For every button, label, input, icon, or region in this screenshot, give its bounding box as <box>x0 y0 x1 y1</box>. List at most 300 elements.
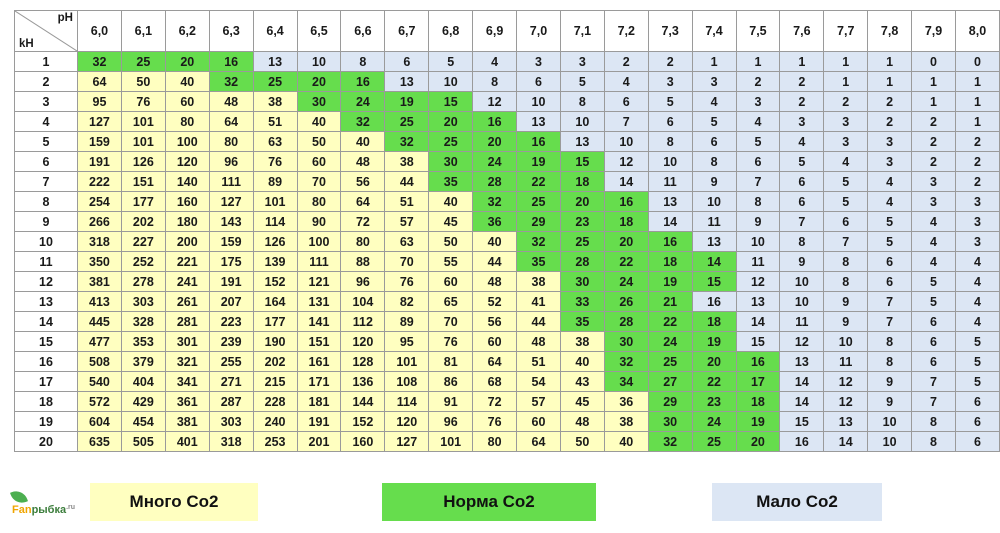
co2-value-cell: 2 <box>648 52 692 72</box>
co2-value-cell: 572 <box>78 392 122 412</box>
co2-value-cell: 48 <box>341 152 385 172</box>
co2-value-cell: 254 <box>78 192 122 212</box>
co2-value-cell: 1 <box>912 72 956 92</box>
co2-value-cell: 11 <box>736 252 780 272</box>
co2-value-cell: 10 <box>868 432 912 452</box>
co2-value-cell: 3 <box>824 112 868 132</box>
co2-value-cell: 7 <box>912 372 956 392</box>
co2-value-cell: 161 <box>297 352 341 372</box>
co2-value-cell: 120 <box>165 152 209 172</box>
co2-value-cell: 6 <box>780 192 824 212</box>
logo-text-part3: .ru <box>66 504 76 511</box>
co2-value-cell: 40 <box>560 352 604 372</box>
co2-value-cell: 101 <box>253 192 297 212</box>
table-row <box>15 212 1000 232</box>
kh-axis-label: kH <box>19 38 34 50</box>
table-row <box>15 92 1000 112</box>
table-row <box>15 352 1000 372</box>
co2-value-cell: 2 <box>868 92 912 112</box>
co2-value-cell: 76 <box>253 152 297 172</box>
co2-value-cell: 38 <box>253 92 297 112</box>
co2-value-cell: 70 <box>385 252 429 272</box>
co2-value-cell: 10 <box>604 132 648 152</box>
co2-value-cell: 7 <box>824 232 868 252</box>
co2-value-cell: 30 <box>648 412 692 432</box>
co2-value-cell: 14 <box>692 252 736 272</box>
co2-value-cell: 63 <box>385 232 429 252</box>
co2-value-cell: 222 <box>78 172 122 192</box>
co2-value-cell: 15 <box>692 272 736 292</box>
co2-value-cell: 48 <box>473 272 517 292</box>
co2-value-cell: 22 <box>692 372 736 392</box>
row-header-kh: 1 <box>15 52 78 72</box>
co2-value-cell: 35 <box>517 252 561 272</box>
column-header-ph: 7,6 <box>780 11 824 52</box>
co2-value-cell: 48 <box>209 92 253 112</box>
co2-value-cell: 3 <box>517 52 561 72</box>
co2-value-cell: 40 <box>473 232 517 252</box>
co2-value-cell: 45 <box>429 212 473 232</box>
co2-value-cell: 33 <box>560 292 604 312</box>
co2-value-cell: 21 <box>648 292 692 312</box>
table-row <box>15 392 1000 412</box>
co2-value-cell: 127 <box>385 432 429 452</box>
column-header-ph: 7,3 <box>648 11 692 52</box>
co2-value-cell: 3 <box>736 92 780 112</box>
co2-value-cell: 27 <box>648 372 692 392</box>
row-header-kh: 3 <box>15 92 78 112</box>
co2-value-cell: 20 <box>604 232 648 252</box>
co2-value-cell: 318 <box>78 232 122 252</box>
co2-value-cell: 266 <box>78 212 122 232</box>
co2-value-cell: 4 <box>955 312 999 332</box>
co2-value-cell: 13 <box>736 292 780 312</box>
co2-value-cell: 13 <box>253 52 297 72</box>
co2-value-cell: 18 <box>560 172 604 192</box>
co2-value-cell: 8 <box>780 232 824 252</box>
co2-value-cell: 96 <box>341 272 385 292</box>
co2-value-cell: 9 <box>736 212 780 232</box>
co2-value-cell: 445 <box>78 312 122 332</box>
co2-value-cell: 252 <box>121 252 165 272</box>
column-header-ph: 6,8 <box>429 11 473 52</box>
co2-value-cell: 321 <box>165 352 209 372</box>
co2-value-cell: 143 <box>209 212 253 232</box>
co2-value-cell: 88 <box>341 252 385 272</box>
table-row <box>15 332 1000 352</box>
co2-value-cell: 15 <box>560 152 604 172</box>
co2-value-cell: 57 <box>385 212 429 232</box>
co2-value-cell: 353 <box>121 332 165 352</box>
co2-value-cell: 32 <box>78 52 122 72</box>
co2-value-cell: 12 <box>780 332 824 352</box>
co2-value-cell: 3 <box>648 72 692 92</box>
column-header-ph: 7,8 <box>868 11 912 52</box>
co2-value-cell: 152 <box>253 272 297 292</box>
co2-value-cell: 401 <box>165 432 209 452</box>
co2-value-cell: 2 <box>780 92 824 112</box>
table-body <box>15 52 1000 452</box>
co2-value-cell: 6 <box>868 252 912 272</box>
column-header-ph: 8,0 <box>955 11 999 52</box>
co2-value-cell: 180 <box>165 212 209 232</box>
co2-value-cell: 112 <box>341 312 385 332</box>
co2-value-cell: 34 <box>604 372 648 392</box>
co2-value-cell: 96 <box>209 152 253 172</box>
co2-value-cell: 24 <box>473 152 517 172</box>
co2-value-cell: 127 <box>78 112 122 132</box>
co2-value-cell: 76 <box>121 92 165 112</box>
co2-value-cell: 4 <box>912 252 956 272</box>
co2-value-cell: 1 <box>824 72 868 92</box>
co2-value-cell: 177 <box>121 192 165 212</box>
co2-value-cell: 301 <box>165 332 209 352</box>
co2-value-cell: 3 <box>560 52 604 72</box>
co2-value-cell: 8 <box>736 192 780 212</box>
co2-value-cell: 10 <box>297 52 341 72</box>
co2-value-cell: 6 <box>736 152 780 172</box>
co2-value-cell: 51 <box>253 112 297 132</box>
column-header-ph: 6,0 <box>78 11 122 52</box>
co2-value-cell: 1 <box>780 52 824 72</box>
axis-corner-cell <box>15 11 78 52</box>
co2-value-cell: 16 <box>780 432 824 452</box>
co2-value-cell: 190 <box>253 332 297 352</box>
row-header-kh: 12 <box>15 272 78 292</box>
co2-value-cell: 64 <box>78 72 122 92</box>
co2-value-cell: 381 <box>165 412 209 432</box>
co2-value-cell: 11 <box>780 312 824 332</box>
co2-value-cell: 1 <box>868 72 912 92</box>
co2-value-cell: 7 <box>912 392 956 412</box>
co2-value-cell: 152 <box>341 412 385 432</box>
co2-value-cell: 303 <box>209 412 253 432</box>
co2-value-cell: 171 <box>297 372 341 392</box>
co2-value-cell: 101 <box>121 112 165 132</box>
row-header-kh: 7 <box>15 172 78 192</box>
co2-value-cell: 76 <box>385 272 429 292</box>
co2-value-cell: 120 <box>341 332 385 352</box>
co2-value-cell: 111 <box>209 172 253 192</box>
co2-value-cell: 202 <box>253 352 297 372</box>
column-header-ph: 6,3 <box>209 11 253 52</box>
ph-axis-label: pH <box>57 12 73 24</box>
co2-value-cell: 26 <box>604 292 648 312</box>
column-header-ph: 6,2 <box>165 11 209 52</box>
co2-value-cell: 80 <box>297 192 341 212</box>
co2-value-cell: 65 <box>429 292 473 312</box>
co2-value-cell: 48 <box>517 332 561 352</box>
co2-value-cell: 76 <box>429 332 473 352</box>
co2-value-cell: 0 <box>955 52 999 72</box>
co2-value-cell: 51 <box>385 192 429 212</box>
row-header-kh: 11 <box>15 252 78 272</box>
co2-value-cell: 10 <box>517 92 561 112</box>
row-header-kh: 5 <box>15 132 78 152</box>
co2-value-cell: 303 <box>121 292 165 312</box>
co2-value-cell: 350 <box>78 252 122 272</box>
co2-value-cell: 101 <box>429 432 473 452</box>
co2-value-cell: 191 <box>209 272 253 292</box>
table-row <box>15 312 1000 332</box>
co2-value-cell: 227 <box>121 232 165 252</box>
co2-value-cell: 10 <box>824 332 868 352</box>
co2-value-cell: 44 <box>473 252 517 272</box>
co2-value-cell: 4 <box>912 232 956 252</box>
co2-value-cell: 175 <box>209 252 253 272</box>
co2-value-cell: 7 <box>868 312 912 332</box>
co2-value-cell: 32 <box>517 232 561 252</box>
co2-value-cell: 3 <box>824 132 868 152</box>
row-header-kh: 14 <box>15 312 78 332</box>
co2-value-cell: 13 <box>560 132 604 152</box>
co2-value-cell: 207 <box>209 292 253 312</box>
co2-value-cell: 379 <box>121 352 165 372</box>
co2-value-cell: 50 <box>560 432 604 452</box>
co2-value-cell: 4 <box>824 152 868 172</box>
co2-value-cell: 2 <box>912 152 956 172</box>
co2-value-cell: 55 <box>429 252 473 272</box>
column-header-ph: 7,9 <box>912 11 956 52</box>
co2-value-cell: 114 <box>385 392 429 412</box>
co2-value-cell: 131 <box>297 292 341 312</box>
co2-value-cell: 1 <box>868 52 912 72</box>
co2-value-cell: 454 <box>121 412 165 432</box>
co2-value-cell: 32 <box>209 72 253 92</box>
co2-value-cell: 3 <box>780 112 824 132</box>
co2-value-cell: 40 <box>429 192 473 212</box>
co2-value-cell: 7 <box>604 112 648 132</box>
co2-value-cell: 15 <box>736 332 780 352</box>
co2-value-cell: 3 <box>955 192 999 212</box>
co2-value-cell: 35 <box>560 312 604 332</box>
co2-value-cell: 2 <box>604 52 648 72</box>
co2-value-cell: 25 <box>385 112 429 132</box>
co2-value-cell: 239 <box>209 332 253 352</box>
co2-value-cell: 1 <box>955 92 999 112</box>
co2-value-cell: 19 <box>385 92 429 112</box>
co2-value-cell: 72 <box>473 392 517 412</box>
co2-value-cell: 80 <box>209 132 253 152</box>
co2-value-cell: 328 <box>121 312 165 332</box>
co2-value-cell: 89 <box>253 172 297 192</box>
co2-value-cell: 20 <box>560 192 604 212</box>
co2-value-cell: 508 <box>78 352 122 372</box>
co2-value-cell: 5 <box>868 212 912 232</box>
co2-value-cell: 25 <box>517 192 561 212</box>
row-header-kh: 16 <box>15 352 78 372</box>
co2-value-cell: 30 <box>560 272 604 292</box>
co2-value-cell: 191 <box>297 412 341 432</box>
row-header-kh: 8 <box>15 192 78 212</box>
co2-value-cell: 6 <box>692 132 736 152</box>
co2-value-cell: 25 <box>121 52 165 72</box>
co2-value-cell: 54 <box>517 372 561 392</box>
co2-value-cell: 90 <box>297 212 341 232</box>
co2-value-cell: 9 <box>868 372 912 392</box>
co2-value-cell: 114 <box>253 212 297 232</box>
column-header-ph: 7,4 <box>692 11 736 52</box>
co2-heatmap-table <box>14 10 1000 452</box>
co2-value-cell: 40 <box>165 72 209 92</box>
co2-value-cell: 30 <box>297 92 341 112</box>
co2-value-cell: 51 <box>517 352 561 372</box>
co2-value-cell: 60 <box>429 272 473 292</box>
co2-value-cell: 223 <box>209 312 253 332</box>
site-logo <box>12 490 86 520</box>
co2-value-cell: 14 <box>824 432 868 452</box>
co2-value-cell: 10 <box>560 112 604 132</box>
co2-value-cell: 13 <box>517 112 561 132</box>
co2-value-cell: 18 <box>736 392 780 412</box>
co2-value-cell: 95 <box>385 332 429 352</box>
co2-value-cell: 108 <box>385 372 429 392</box>
legend-item-low-co2: Мало Со2 <box>712 483 882 521</box>
co2-value-cell: 1 <box>736 52 780 72</box>
co2-value-cell: 228 <box>253 392 297 412</box>
co2-value-cell: 1 <box>912 92 956 112</box>
co2-value-cell: 6 <box>955 412 999 432</box>
co2-value-cell: 12 <box>824 372 868 392</box>
co2-value-cell: 191 <box>78 152 122 172</box>
co2-value-cell: 80 <box>473 432 517 452</box>
co2-value-cell: 50 <box>121 72 165 92</box>
co2-value-cell: 1 <box>955 72 999 92</box>
co2-value-cell: 20 <box>297 72 341 92</box>
column-header-ph: 6,1 <box>121 11 165 52</box>
co2-value-cell: 104 <box>341 292 385 312</box>
co2-value-cell: 6 <box>780 172 824 192</box>
co2-value-cell: 30 <box>604 332 648 352</box>
row-header-kh: 10 <box>15 232 78 252</box>
co2-value-cell: 16 <box>604 192 648 212</box>
co2-value-cell: 6 <box>912 352 956 372</box>
co2-value-cell: 4 <box>604 72 648 92</box>
column-header-ph: 6,6 <box>341 11 385 52</box>
co2-value-cell: 56 <box>341 172 385 192</box>
co2-value-cell: 2 <box>868 112 912 132</box>
co2-value-cell: 8 <box>912 412 956 432</box>
co2-value-cell: 540 <box>78 372 122 392</box>
co2-value-cell: 17 <box>736 372 780 392</box>
co2-value-cell: 1 <box>824 52 868 72</box>
co2-value-cell: 19 <box>648 272 692 292</box>
co2-value-cell: 24 <box>648 332 692 352</box>
table-row <box>15 272 1000 292</box>
co2-value-cell: 8 <box>560 92 604 112</box>
co2-value-cell: 7 <box>868 292 912 312</box>
co2-value-cell: 13 <box>780 352 824 372</box>
co2-value-cell: 28 <box>473 172 517 192</box>
co2-value-cell: 25 <box>648 352 692 372</box>
row-header-kh: 6 <box>15 152 78 172</box>
co2-value-cell: 64 <box>517 432 561 452</box>
co2-value-cell: 4 <box>692 92 736 112</box>
co2-value-cell: 40 <box>297 112 341 132</box>
co2-value-cell: 635 <box>78 432 122 452</box>
co2-value-cell: 80 <box>165 112 209 132</box>
column-header-ph: 7,0 <box>517 11 561 52</box>
row-header-kh: 2 <box>15 72 78 92</box>
co2-value-cell: 29 <box>648 392 692 412</box>
co2-value-cell: 11 <box>692 212 736 232</box>
column-header-ph: 6,9 <box>473 11 517 52</box>
co2-value-cell: 3 <box>955 232 999 252</box>
co2-value-cell: 28 <box>604 312 648 332</box>
co2-value-cell: 16 <box>692 292 736 312</box>
co2-value-cell: 126 <box>253 232 297 252</box>
co2-value-cell: 2 <box>955 152 999 172</box>
co2-value-cell: 11 <box>648 172 692 192</box>
co2-value-cell: 86 <box>429 372 473 392</box>
table-row <box>15 432 1000 452</box>
co2-value-cell: 2 <box>780 72 824 92</box>
co2-value-cell: 8 <box>824 252 868 272</box>
co2-value-cell: 91 <box>429 392 473 412</box>
co2-value-cell: 4 <box>955 272 999 292</box>
co2-value-cell: 111 <box>297 252 341 272</box>
co2-value-cell: 4 <box>868 172 912 192</box>
co2-value-cell: 3 <box>868 152 912 172</box>
co2-value-cell: 160 <box>341 432 385 452</box>
co2-value-cell: 10 <box>648 152 692 172</box>
table-row <box>15 72 1000 92</box>
row-header-kh: 15 <box>15 332 78 352</box>
co2-value-cell: 96 <box>429 412 473 432</box>
co2-value-cell: 12 <box>824 392 868 412</box>
co2-value-cell: 5 <box>824 172 868 192</box>
co2-value-cell: 429 <box>121 392 165 412</box>
co2-value-cell: 13 <box>824 412 868 432</box>
co2-value-cell: 14 <box>648 212 692 232</box>
row-header-kh: 18 <box>15 392 78 412</box>
co2-table-page <box>0 10 1000 533</box>
co2-value-cell: 19 <box>692 332 736 352</box>
co2-value-cell: 24 <box>604 272 648 292</box>
co2-value-cell: 9 <box>824 292 868 312</box>
co2-value-cell: 121 <box>297 272 341 292</box>
table-row <box>15 252 1000 272</box>
co2-value-cell: 0 <box>912 52 956 72</box>
co2-value-cell: 13 <box>648 192 692 212</box>
co2-value-cell: 64 <box>209 112 253 132</box>
co2-value-cell: 14 <box>780 392 824 412</box>
co2-value-cell: 24 <box>692 412 736 432</box>
co2-value-cell: 35 <box>429 172 473 192</box>
co2-value-cell: 6 <box>912 312 956 332</box>
co2-value-cell: 4 <box>780 132 824 152</box>
co2-value-cell: 32 <box>473 192 517 212</box>
co2-value-cell: 10 <box>780 292 824 312</box>
co2-value-cell: 11 <box>824 352 868 372</box>
row-header-kh: 4 <box>15 112 78 132</box>
co2-value-cell: 127 <box>209 192 253 212</box>
row-header-kh: 19 <box>15 412 78 432</box>
co2-value-cell: 6 <box>955 392 999 412</box>
column-header-ph: 6,5 <box>297 11 341 52</box>
co2-value-cell: 29 <box>517 212 561 232</box>
co2-value-cell: 3 <box>692 72 736 92</box>
co2-value-cell: 23 <box>560 212 604 232</box>
co2-value-cell: 100 <box>297 232 341 252</box>
table-row <box>15 372 1000 392</box>
co2-value-cell: 8 <box>912 432 956 452</box>
co2-value-cell: 16 <box>209 52 253 72</box>
co2-value-cell: 82 <box>385 292 429 312</box>
co2-value-cell: 36 <box>473 212 517 232</box>
co2-value-cell: 20 <box>473 132 517 152</box>
co2-value-cell: 1 <box>692 52 736 72</box>
